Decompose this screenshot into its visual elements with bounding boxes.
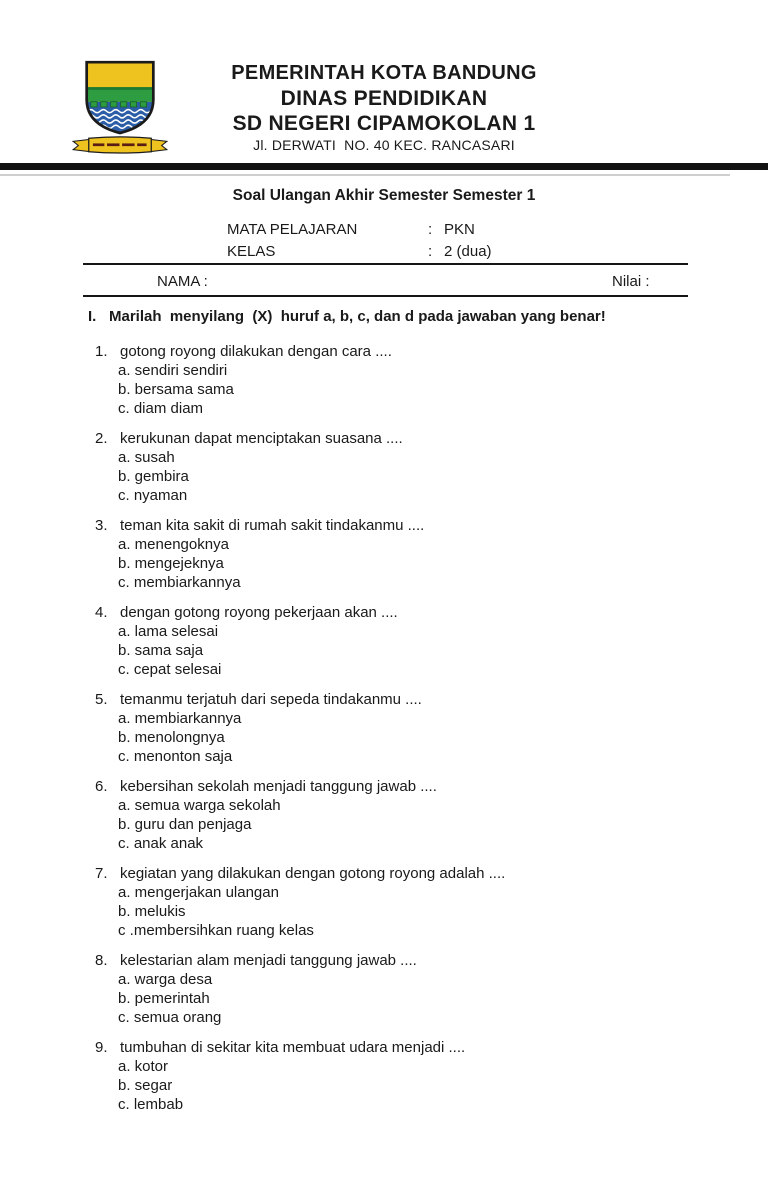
question-number: 1.: [95, 343, 108, 360]
option: a. susah: [118, 449, 175, 466]
option: a. warga desa: [118, 971, 213, 988]
question-block: [95, 429, 695, 505]
question-line: [95, 342, 695, 361]
option: a. mengerjakan ulangan: [118, 884, 279, 901]
question-number: 6.: [95, 778, 108, 795]
option: b. segar: [118, 1077, 173, 1094]
question-line: [95, 690, 695, 709]
question-options: [118, 622, 695, 679]
name-band-bottom-line: [83, 295, 688, 297]
question-block: [95, 1038, 695, 1114]
option: a. semua warga sekolah: [118, 797, 281, 814]
letterhead-divider-shadow: [0, 174, 730, 176]
question-number: 3.: [95, 517, 108, 534]
option: c. semua orang: [118, 1009, 222, 1026]
question-options: [118, 535, 695, 592]
question-number: 5.: [95, 691, 108, 708]
question-text: teman kita sakit di rumah sakit tindakanmu ....: [120, 517, 425, 534]
section-numeral: I.: [88, 308, 97, 325]
option: c .membersihkan ruang kelas: [118, 922, 314, 939]
subject-colon: :: [428, 221, 433, 238]
question-text: tumbuhan di sekitar kita membuat udara menjadi ....: [120, 1039, 466, 1056]
question-number: 2.: [95, 430, 108, 447]
option: a. membiarkannya: [118, 710, 242, 727]
question-options: [118, 970, 695, 1027]
question-line: [95, 1038, 695, 1057]
class-value: 2 (dua): [444, 243, 492, 260]
question-block: [95, 342, 695, 418]
class-row: [227, 241, 492, 263]
government-name: PEMERINTAH KOTA BANDUNG: [231, 62, 537, 84]
instruction-text: Marilah menyilang (X) huruf a, b, c, dan d pada jawaban yang benar!: [109, 308, 606, 325]
question-block: [95, 603, 695, 679]
question-line: [95, 429, 695, 448]
question-options: [118, 796, 695, 853]
question-text: temanmu terjatuh dari sepeda tindakanmu ....: [120, 691, 422, 708]
question-options: [118, 709, 695, 766]
question-text: gotong royong dilakukan dengan cara ....: [120, 343, 392, 360]
question-block: [95, 777, 695, 853]
question-line: [95, 864, 695, 883]
question-options: [118, 361, 695, 418]
option: c. anak anak: [118, 835, 204, 852]
name-band-top-line: [83, 263, 688, 265]
subject-value: PKN: [444, 221, 475, 238]
question-text: kebersihan sekolah menjadi tanggung jawab ....: [120, 778, 437, 795]
question-text: kelestarian alam menjadi tanggung jawab ....: [120, 952, 417, 969]
class-colon: :: [428, 243, 433, 260]
school-address: Jl. DERWATI NO. 40 KEC. RANCASARI: [253, 137, 515, 153]
school-name: SD NEGERI CIPAMOKOLAN 1: [232, 112, 536, 135]
question-line: [95, 603, 695, 622]
question-line: [95, 951, 695, 970]
subject-row: [227, 219, 492, 241]
question-number: 7.: [95, 865, 108, 882]
section-instruction: [88, 308, 606, 325]
exam-info: [227, 219, 492, 263]
option: a. kotor: [118, 1058, 169, 1075]
question-number: 9.: [95, 1039, 108, 1056]
option: c. membiarkannya: [118, 574, 241, 591]
question-block: [95, 951, 695, 1027]
question-text: kegiatan yang dilakukan dengan gotong royong adalah ....: [120, 865, 506, 882]
option: a. lama selesai: [118, 623, 219, 640]
exam-title: Soal Ulangan Akhir Semester Semester 1: [232, 187, 536, 204]
option: a. sendiri sendiri: [118, 362, 228, 379]
option: c. menonton saja: [118, 748, 233, 765]
question-block: [95, 864, 695, 940]
school-letterhead: [0, 60, 768, 155]
question-line: [95, 777, 695, 796]
question-block: [95, 690, 695, 766]
option: b. mengejeknya: [118, 555, 224, 572]
option: b. bersama sama: [118, 381, 234, 398]
letterhead-divider: [0, 163, 768, 170]
option: b. sama saja: [118, 642, 204, 659]
option: c. diam diam: [118, 400, 204, 417]
question-options: [118, 883, 695, 940]
option: c. cepat selesai: [118, 661, 222, 678]
question-number: 4.: [95, 604, 108, 621]
question-list: [95, 342, 695, 1125]
question-options: [118, 1057, 695, 1114]
question-number: 8.: [95, 952, 108, 969]
question-block: [95, 516, 695, 592]
department-name: DINAS PENDIDIKAN: [280, 87, 488, 110]
question-line: [95, 516, 695, 535]
score-label: Nilai :: [612, 273, 650, 290]
question-text: kerukunan dapat menciptakan suasana ....: [120, 430, 403, 447]
option: b. menolongnya: [118, 729, 225, 746]
subject-label: MATA PELAJARAN: [227, 221, 358, 238]
option: b. gembira: [118, 468, 189, 485]
class-label: KELAS: [227, 243, 276, 260]
option: a. menengoknya: [118, 536, 229, 553]
option: b. melukis: [118, 903, 186, 920]
option: b. guru dan penjaga: [118, 816, 252, 833]
name-label: NAMA :: [157, 273, 208, 290]
option: b. pemerintah: [118, 990, 210, 1007]
option: c. lembab: [118, 1096, 184, 1113]
question-options: [118, 448, 695, 505]
option: c. nyaman: [118, 487, 188, 504]
question-text: dengan gotong royong pekerjaan akan ....: [120, 604, 398, 621]
